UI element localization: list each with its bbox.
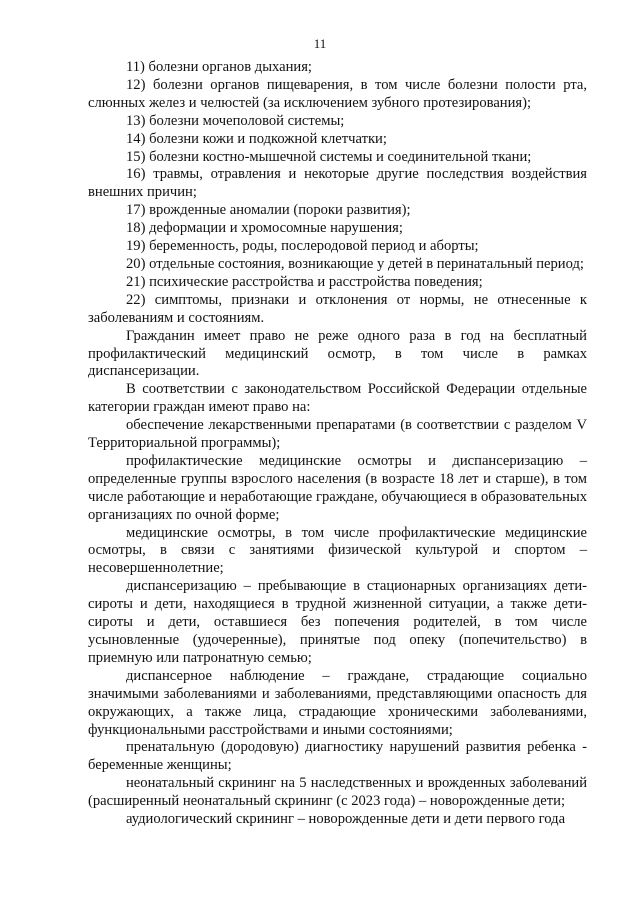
paragraph-item-21: 21) психические расстройства и расстройства поведения; — [126, 273, 483, 290]
paragraph-item-11: 11) болезни органов дыхания; — [126, 59, 312, 75]
paragraph-item-14: 14) болезни кожи и подкожной клетчатки; — [126, 130, 387, 147]
paragraph-medical-exams-sport: медицинские осмотры, в том числе профилактические медицинские осмотры, в связи с занятиями физической культурой и спортом – несовершеннолетние; — [88, 524, 587, 577]
paragraph-orphans-checkup: диспансеризацию – пребывающие в стационарных организациях дети-сироты и дети, находящиеся в трудной жизненной ситуации, а также дети-сироты и дети, оставшиеся без попечения родителей, в том числе усыновленные (удочеренные), принятые под опеку (попечительство) в приемную или патронатную семью; — [88, 578, 587, 666]
paragraph-item-12: 12) болезни органов пищеварения, в том числе болезни полости рта, слюнных желез и челюстей (за исключением зубного протезирования); — [88, 76, 587, 111]
paragraph-item-20: 20) отдельные состояния, возникающие у детей в перинатальный период; — [126, 255, 584, 272]
paragraph-neonatal-screening: неонатальный скрининг на 5 наследственных и врожденных заболеваний (расширенный неонатальный скрининг (с 2023 года) – новорожденные дети; — [88, 775, 587, 810]
paragraph-item-17: 17) врожденные аномалии (пороки развития); — [126, 202, 411, 219]
paragraph-right-to-checkup: Гражданин имеет право не реже одного раза в год на бесплатный профилактический медицинский осмотр, в том числе в рамках диспансеризации. — [88, 327, 587, 380]
paragraph-item-16: 16) травмы, отравления и некоторые другие последствия воздействия внешних причин; — [88, 166, 587, 201]
paragraph-item-13: 13) болезни мочеполовой системы; — [126, 112, 345, 129]
paragraph-medicines: обеспечение лекарственными препаратами (в соответствии с разделом V Территориальной программы); — [88, 417, 587, 452]
page-number: 11 — [313, 36, 327, 51]
paragraph-item-15: 15) болезни костно-мышечной системы и соединительной ткани; — [126, 148, 532, 165]
paragraph-categories-intro: В соответствии с законодательством Российской Федерации отдельные категории граждан имеют право на: — [88, 381, 587, 416]
paragraph-audiological-screening: аудиологический скрининг – новорожденные дети и дети первого года — [126, 811, 566, 828]
paragraph-prenatal-diagnostics: пренатальную (дородовую) диагностику нарушений развития ребенка - беременные женщины; — [88, 739, 587, 774]
paragraph-preventive-checkups: профилактические медицинские осмотры и диспансеризацию – определенные группы взрослого населения (в возрасте 18 лет и старше), в том числе работающие и неработающие граждане, обучающиеся в образовательных организациях по очной форме; — [88, 452, 587, 523]
paragraph-item-18: 18) деформации и хромосомные нарушения; — [126, 220, 403, 237]
document-body — [88, 59, 587, 829]
paragraph-dispensary-observation: диспансерное наблюдение – граждане, страдающие социально значимыми заболеваниями и заболеваниями, представляющими опасность для окружающих, а также лица, страдающие хроническими заболеваниями, функциональными расстройствами и иными состояниями; — [88, 667, 587, 738]
paragraph-item-22: 22) симптомы, признаки и отклонения от нормы, не отнесенные к заболеваниям и состояниям. — [88, 291, 587, 326]
paragraph-item-19: 19) беременность, роды, послеродовой период и аборты; — [126, 238, 479, 255]
